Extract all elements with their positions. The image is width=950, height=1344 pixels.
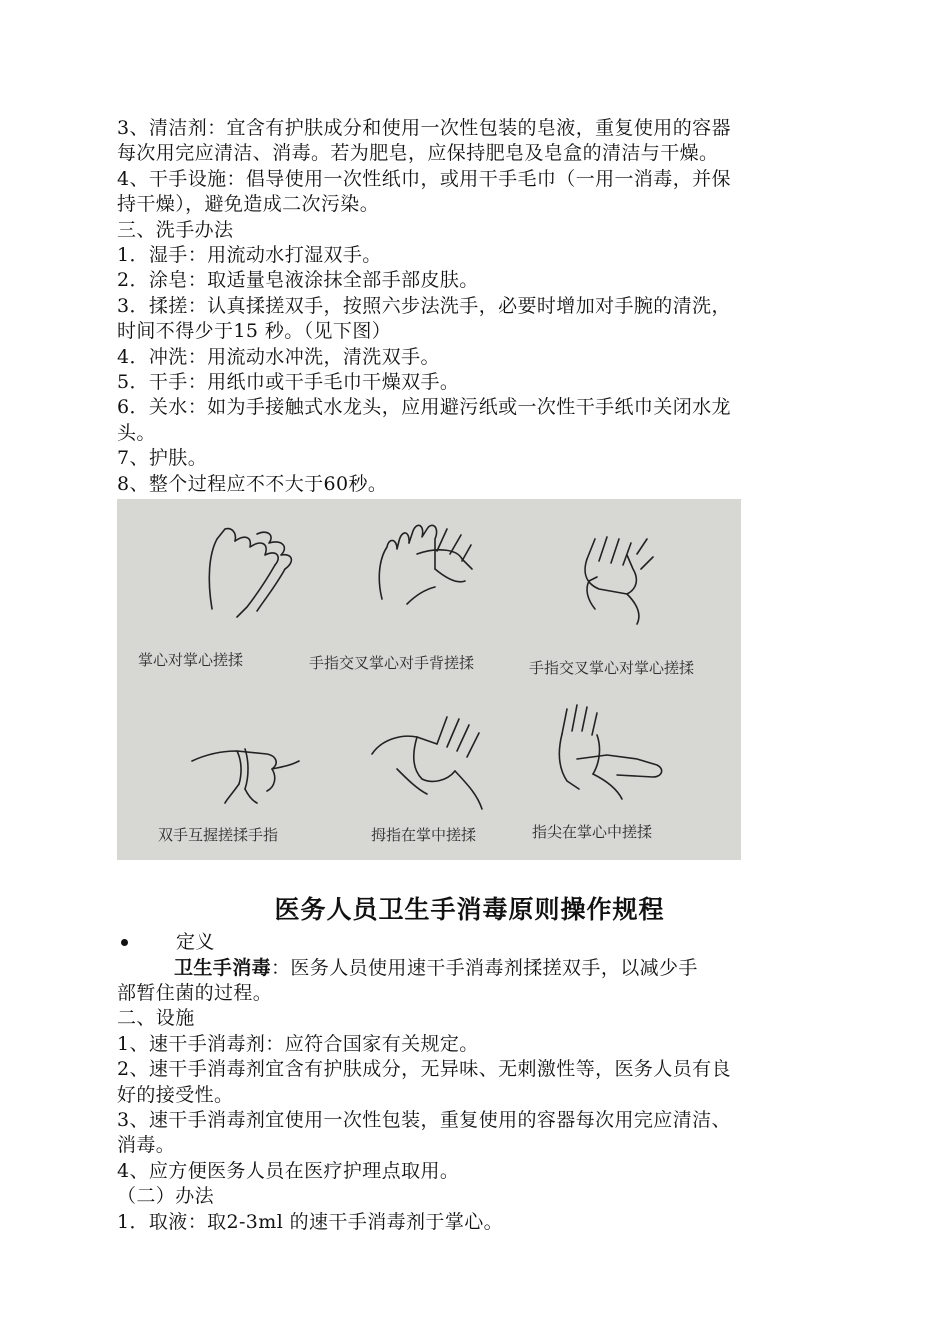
- hand-sketches: [117, 499, 741, 860]
- text-line: 2、速干手消毒剂宜含有护肤成分，无异味、无刺激性等，医务人员有良: [117, 1058, 731, 1081]
- figure-caption: 拇指在掌中搓揉: [371, 826, 477, 845]
- text-line: 4．冲洗：用流动水冲洗，清洗双手。: [117, 345, 440, 368]
- text-line: 2．涂皂：取适量皂液涂抹全部手部皮肤。: [117, 269, 479, 292]
- text-line: 4、干手设施：倡导使用一次性纸巾，或用干手毛巾（一用一消毒，并保: [117, 167, 731, 190]
- section-facilities: [117, 1006, 822, 1235]
- figure-caption: 手指交叉掌心对掌心搓揉: [529, 659, 695, 678]
- fingertips-in-palm-icon: [559, 705, 661, 799]
- section-heading: 二、设施: [117, 1007, 195, 1030]
- text-line: 3．揉搓：认真揉搓双手，按照六步法洗手，必要时增加对手腕的清洗，: [117, 294, 731, 317]
- definition-bullet: [117, 930, 822, 955]
- palm-to-palm-icon: [209, 529, 291, 617]
- fingers-over-back-icon: [379, 525, 472, 604]
- thumb-rotation-icon: [372, 717, 482, 809]
- text-line: 消毒。: [117, 1134, 176, 1157]
- bullet-icon: [121, 939, 128, 946]
- text-line: 持干燥），避免造成二次污染。: [117, 193, 380, 216]
- figure-caption: 手指交叉掌心对手背搓揉: [309, 654, 475, 673]
- text-line: 7、护肤。: [117, 447, 208, 470]
- text-line: 6．关水：如为手接触式水龙头，应用避污纸或一次性干手纸巾关闭水龙: [117, 396, 731, 419]
- definition-term: 卫生手消毒: [174, 956, 272, 979]
- text-line: 1．湿手：用流动水打湿双手。: [117, 244, 382, 267]
- text-line: 1．取液：取2-3ml 的速干手消毒剂于掌心。: [117, 1210, 504, 1233]
- text-line: 1、速干手消毒剂：应符合国家有关规定。: [117, 1032, 479, 1055]
- section-heading: （二）办法: [117, 1185, 215, 1208]
- document-page: [117, 116, 822, 1235]
- text-line: 4、应方便医务人员在医疗护理点取用。: [117, 1159, 460, 1182]
- section-heading: 三、洗手办法: [117, 218, 234, 241]
- text-line: 头。: [117, 421, 156, 444]
- fingers-interlaced-icon: [585, 537, 653, 624]
- clasped-fingers-icon: [192, 749, 299, 803]
- figure-caption: 双手互握搓揉手指: [158, 826, 279, 845]
- bullet-label: 定义: [176, 931, 215, 954]
- text-line: 部暂住菌的过程。: [117, 981, 273, 1004]
- definition-text: ：医务人员使用速干手消毒剂揉搓双手，以减少手: [271, 956, 698, 979]
- text-line: 5．干手：用纸巾或干手毛巾干燥双手。: [117, 371, 460, 394]
- text-line: 好的接受性。: [117, 1083, 234, 1106]
- text-line: 每次用完应清洁、消毒。若为肥皂，应保持肥皂及皂盒的清洁与干燥。: [117, 142, 719, 165]
- text-line: 3、速干手消毒剂宜使用一次性包装，重复使用的容器每次用完应清洁、: [117, 1108, 731, 1131]
- handwashing-steps-figure: [117, 499, 741, 860]
- document-heading: 医务人员卫生手消毒原则操作规程: [274, 895, 665, 925]
- figure-caption: 掌心对掌心搓揉: [138, 651, 244, 670]
- figure-caption: 指尖在掌心中搓揉: [532, 823, 653, 842]
- definition-line: [117, 956, 822, 981]
- text-line: 8、整个过程应不不大于60秒。: [117, 472, 388, 495]
- section-cleaning-and-washing: [117, 116, 822, 497]
- text-line: 3、清洁剂：宜含有护肤成分和使用一次性包装的皂液，重复使用的容器: [117, 117, 731, 139]
- text-line: 时间不得少于15 秒。（见下图）: [117, 320, 392, 343]
